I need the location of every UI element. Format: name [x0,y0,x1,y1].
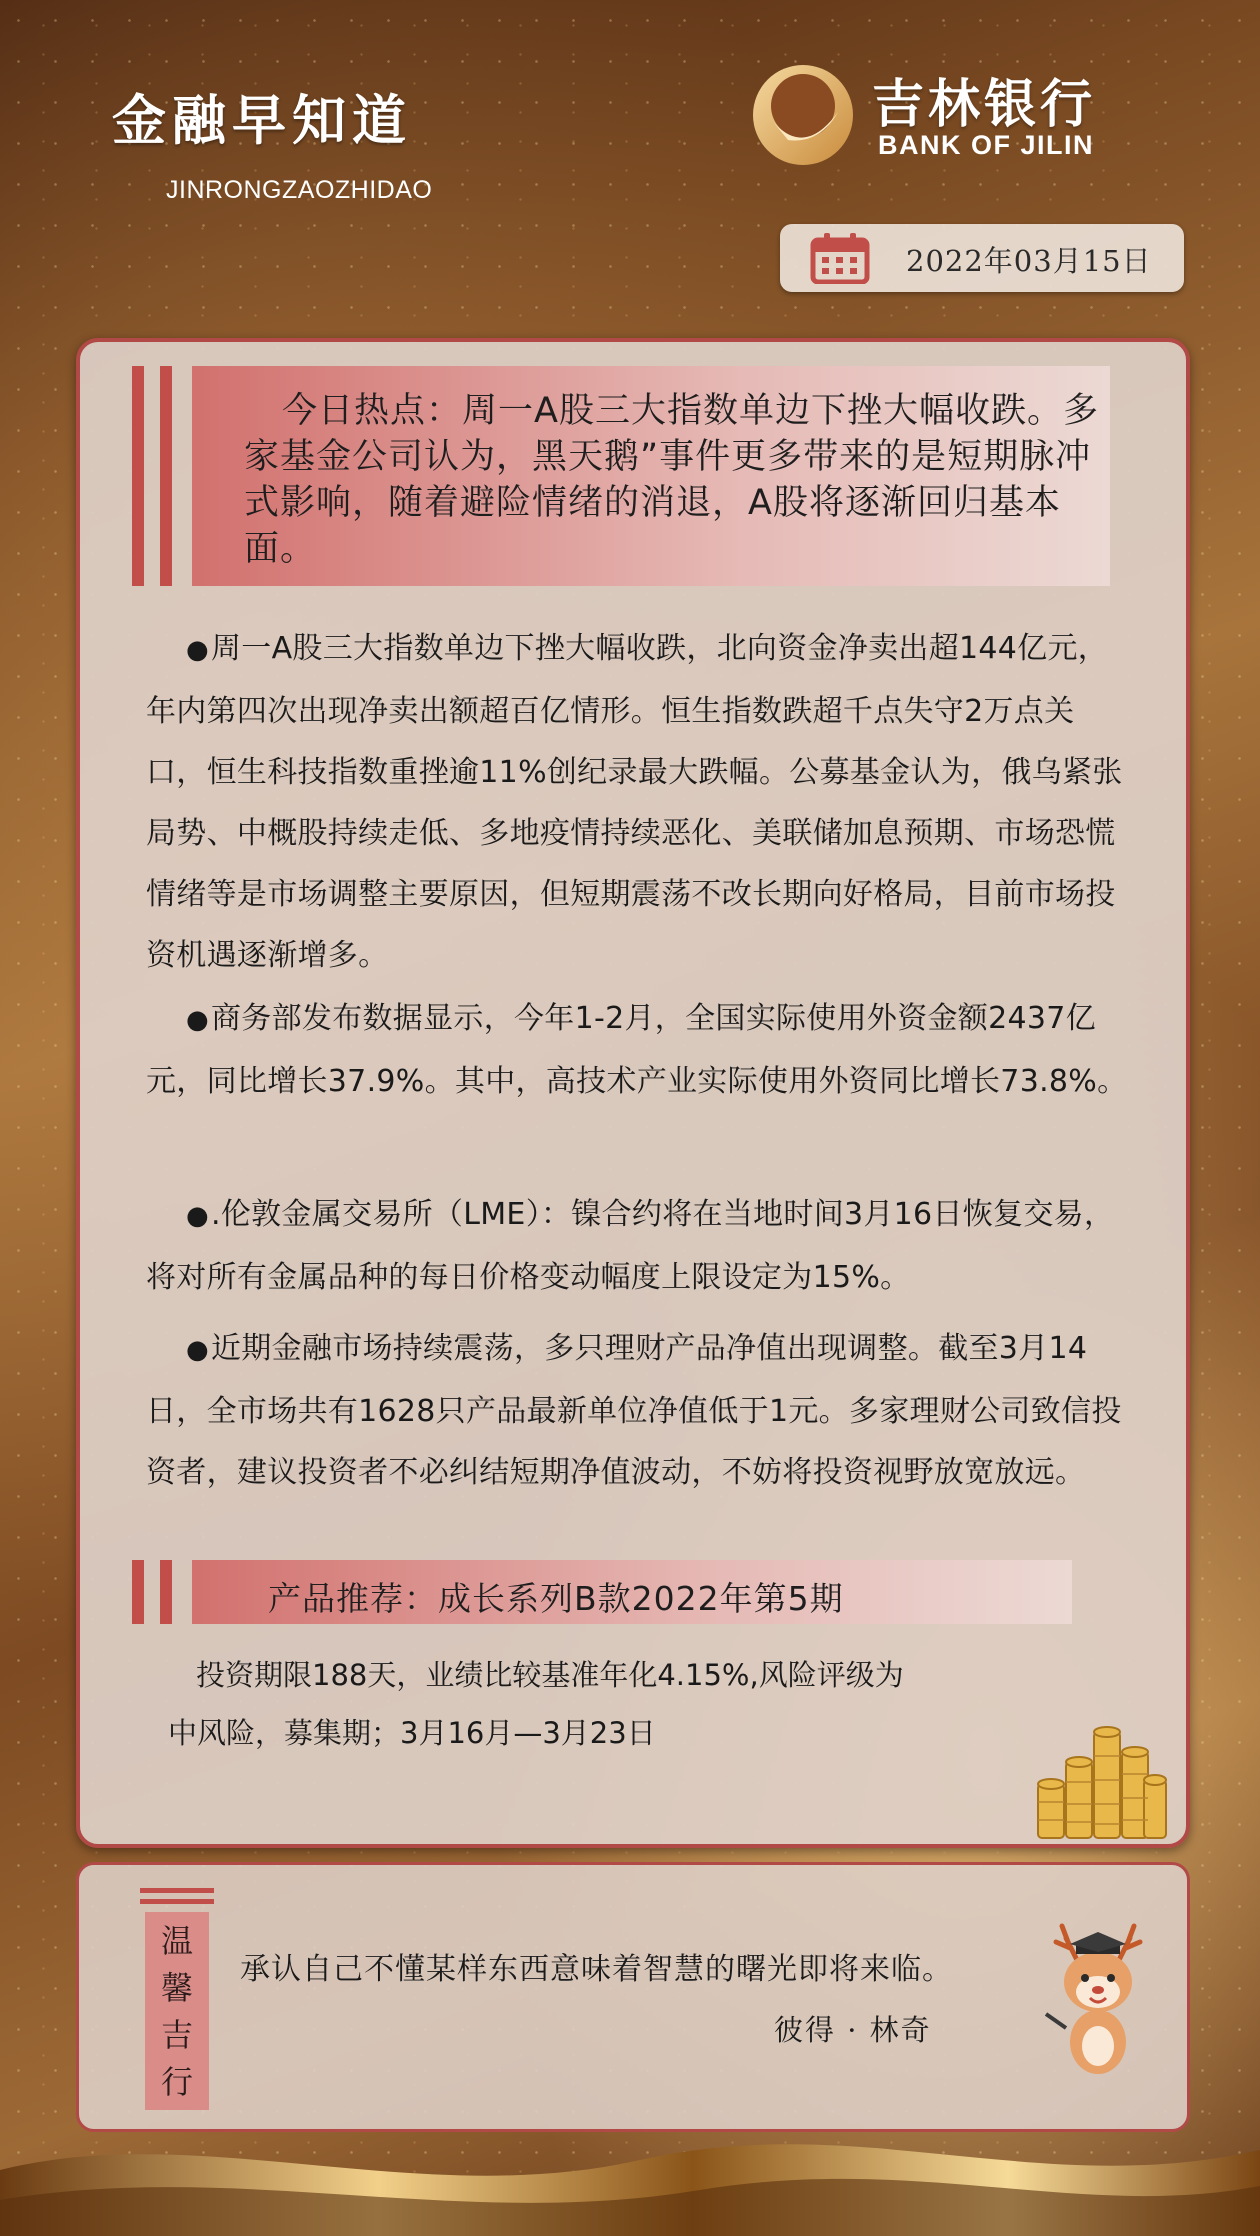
news-item [146,1318,1134,1503]
greeting-label [145,1912,209,2110]
product-line-2: 中风险，募集期；3月16月—3月23日 [168,1716,656,1750]
news-text: 近期金融市场持续震荡，多只理财产品净值出现调整。截至3月14日，全市场共有1628只产品最新单位净值低于1元。多家理财公司致信投资者，建议投资者不必纠结短期净值波动，不妨将投资视野放宽放远。 [146,1331,1122,1490]
product-accent-bars [132,1560,180,1624]
news-item [146,988,1134,1112]
bank-logo [748,60,1168,170]
deer-mascot-icon [1038,1920,1158,2080]
page-title: 金融早知道 [112,88,412,152]
hot-topic-text: 今日热点：周一A股三大指数单边下挫大幅收跌。多家基金公司认为，黑天鹅”事件更多带来的是短期脉冲式影响，随着避险情绪的消退，A股将逐渐回归基本面。 [244,391,1099,569]
bank-logo-emblem-icon [748,60,858,170]
hot-topic-accent-bars [132,366,180,586]
product-title: 产品推荐：成长系列B款2022年第5期 [268,1579,844,1618]
gold-ribbon-decoration [0,2090,1260,2236]
product-line-1: 投资期限188天，业绩比较基准年化4.15%,风险评级为 [196,1658,904,1692]
bank-name-cn: 吉林银行 [872,74,1097,135]
greeting-quote: 承认自己不懂某样东西意味着智慧的曙光即将来临。 [240,1952,953,1987]
news-item [146,1184,1134,1308]
news-text: .伦敦金属交易所（LME）：镍合约将在当地时间3月16日恢复交易，将对所有金属品种的每日价格变动幅度上限设定为15%。 [146,1197,1115,1295]
greeting-label-char: 馨 [160,1969,193,2007]
greeting-accent-bars [140,1888,214,1908]
quote-author: 彼得 · 林奇 [774,2013,932,2047]
date-text: 2022年03月15日 [906,244,1152,278]
greeting-label-char: 温 [160,1922,193,1960]
bullet-icon: ● [186,1201,209,1231]
product-details [168,1646,1068,1762]
bullet-icon: ● [186,1005,209,1035]
news-text: 商务部发布数据显示，今年1-2月，全国实际使用外资金额2437亿元，同比增长37.9%。其中，高技术产业实际使用外资同比增长73.8%。 [146,1001,1128,1099]
bullet-icon: ● [186,635,209,665]
calendar-icon [810,232,870,284]
greeting-label-char: 行 [160,2063,193,2101]
gold-coins-icon [1030,1722,1170,1842]
page-subtitle: JINRONGZAOZHIDAO [166,176,433,204]
greeting-label-char: 吉 [160,2016,193,2054]
news-text: 周一A股三大指数单边下挫大幅收跌，北向资金净卖出超144亿元，年内第四次出现净卖出额超百亿情形。恒生指数跌超千点失守2万点关口，恒生科技指数重挫逾11%创纪录最大跌幅。公募基金认为，俄乌紧张局势、中概股持续走低、多地疫情持续恶化、美联储加息预期、市场恐慌情绪等是市场调整主要原因，但短期震荡不改长期向好格局，目前市场投资机遇逐渐增多。 [146,631,1123,973]
bullet-icon: ● [186,1335,209,1365]
bank-name-en: BANK OF JILIN [878,130,1095,160]
news-item [146,618,1134,986]
date-box [780,224,1184,292]
